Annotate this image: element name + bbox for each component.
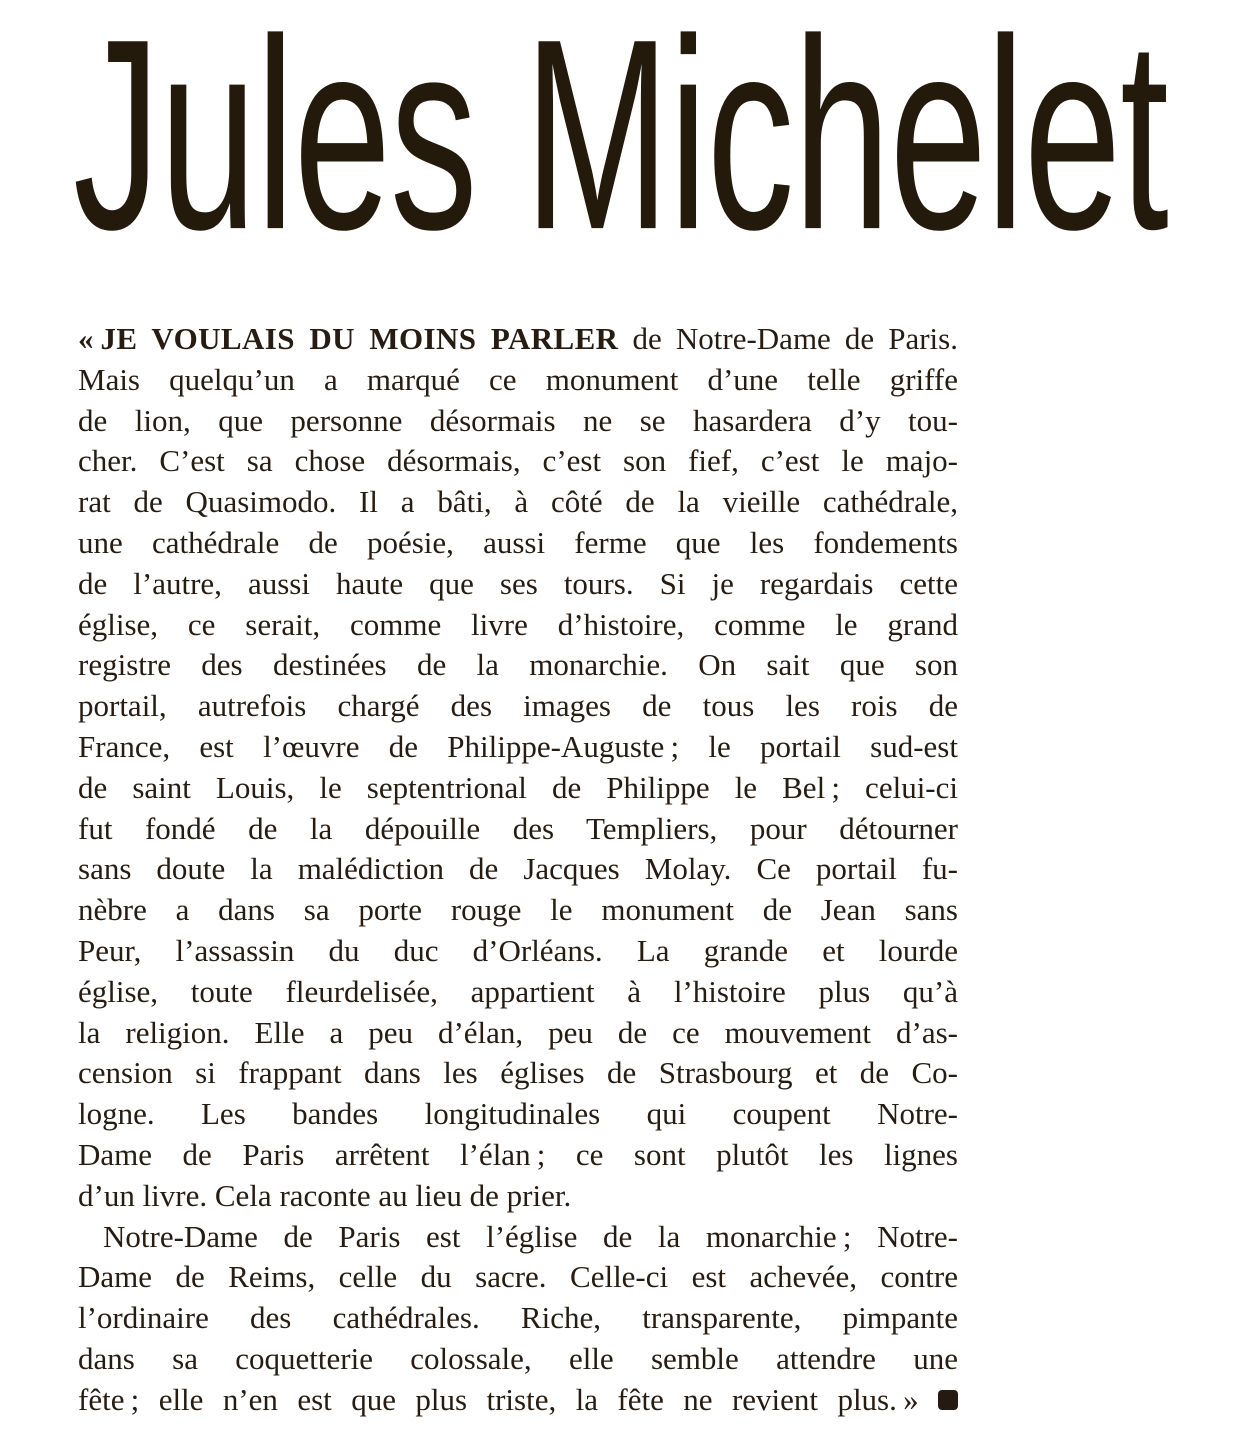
article-line: France, est l’œuvre de Philippe-Auguste ; le portail sud-est: [78, 728, 958, 764]
masthead: [0, 0, 1234, 288]
article-line: une cathédrale de poésie, aussi ferme que les fondements: [78, 524, 958, 560]
article-line: de l’autre, aussi haute que ses tours. Si je regardais cette: [78, 565, 958, 601]
article-line: rat de Quasimodo. Il a bâti, à côté de la vieille cathédrale,: [78, 484, 958, 520]
article-line: de saint Louis, le septentrional de Philippe le Bel ; celui-ci: [78, 769, 958, 805]
article-line: portail, autrefois chargé des images de tous les rois de: [78, 688, 958, 724]
article-line: de lion, que personne désormais ne se hasardera d’y tou-: [78, 402, 958, 438]
article-line: nèbre a dans sa porte rouge le monument de Jean sans: [78, 892, 958, 928]
article-line: cher. C’est sa chose désormais, c’est son fief, c’est le majo-: [78, 443, 958, 479]
article-line: fut fondé de la dépouille des Templiers, pour détourner: [78, 810, 958, 846]
article-line: église, toute fleurdelisée, appartient à l’histoire plus qu’à: [78, 973, 958, 1009]
end-of-article-marker-icon: [938, 1390, 958, 1410]
article-body: [78, 319, 958, 1421]
article-line: cension si frappant dans les églises de Strasbourg et de Co-: [78, 1055, 958, 1091]
article-line: église, ce serait, comme livre d’histoire, comme le grand: [78, 606, 958, 642]
page-title: Jules Michelet: [73, 0, 1168, 288]
article-line: Dame de Paris arrêtent l’élan ; ce sont plutôt les lignes: [78, 1136, 958, 1172]
article-line: Peur, l’assassin du duc d’Orléans. La grande et lourde: [78, 932, 958, 968]
lead-rest-text: de Notre-Dame de Paris.: [618, 321, 958, 356]
lead-in-text: « JE VOULAIS DU MOINS PARLER: [78, 321, 619, 356]
article-line: la religion. Elle a peu d’élan, peu de ce mouvement d’as-: [78, 1014, 958, 1050]
article-line: [78, 1380, 958, 1421]
article-line: Mais quelqu’un a marqué ce monument d’une telle griffe: [78, 361, 958, 397]
article-line: [78, 319, 958, 360]
article-line-text: fête ; elle n’en est que plus triste, la fête ne revient plus. »: [78, 1381, 919, 1417]
article-line: logne. Les bandes longitudinales qui coupent Notre-: [78, 1096, 958, 1132]
article-line: dans sa coquetterie colossale, elle semble attendre une: [78, 1340, 958, 1376]
article-line: l’ordinaire des cathédrales. Riche, transparente, pimpante: [78, 1300, 958, 1336]
article-line: Dame de Reims, celle du sacre. Celle-ci est achevée, contre: [78, 1259, 958, 1295]
article-line: sans doute la malédiction de Jacques Molay. Ce portail fu-: [78, 851, 958, 887]
article-line: registre des destinées de la monarchie. On sait que son: [78, 647, 958, 683]
article-line: d’un livre. Cela raconte au lieu de prier.: [78, 1177, 572, 1213]
article-line: Notre-Dame de Paris est l’église de la monarchie ; Notre-: [103, 1218, 958, 1254]
